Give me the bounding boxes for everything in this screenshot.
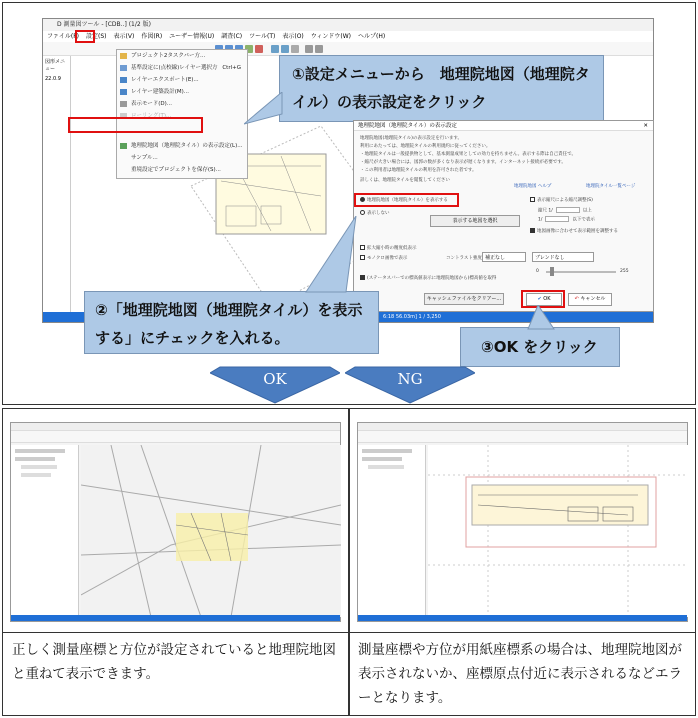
ok-map-canvas: [81, 445, 341, 617]
dropdown-item-gsi-map-settings[interactable]: 地理院地図（地理院タイル）の表示設定(L)...: [117, 140, 247, 152]
dialog-note: 詳しくは、地理院タイルを閲覧してください: [360, 178, 450, 183]
menu-user[interactable]: ユーザー情報(U): [169, 33, 215, 40]
callout-step1-text: ①設定メニューから 地理院地図（地理院タイル）の表示設定をクリック: [292, 65, 590, 111]
dropdown-item-layer-export[interactable]: レイヤーエクスポート(E)...: [117, 74, 247, 86]
scale-checkbox-box: [530, 197, 535, 202]
callout-step2: [84, 291, 379, 354]
contrast-select[interactable]: 補正なし: [482, 252, 526, 262]
show-map-checkbox-highlight: [354, 193, 459, 207]
side-panel: [43, 56, 71, 322]
menu-display[interactable]: 表示(O): [282, 33, 304, 40]
slider-max: 255: [620, 269, 629, 274]
dropdown-item-save-project[interactable]: 重境設定でプロジェクトを保存(S)...: [131, 167, 221, 173]
contrast-label: コントラスト強度: [446, 256, 482, 261]
menu-draw[interactable]: 作図(R): [141, 33, 163, 40]
ng-statusbar: [358, 615, 687, 621]
caption-divider: [2, 632, 696, 633]
ng-arrow-label: NG: [397, 370, 423, 388]
menu-settings[interactable]: 設定(S): [86, 33, 107, 40]
fit-range-checkbox[interactable]: 地図画像に合わせて表示範囲を調整する: [530, 228, 618, 234]
display-mode-icon: [120, 101, 127, 107]
dialog-intro-1: 地理院地図(地理院タイル)の表示設定を行います。: [360, 136, 463, 141]
dialog-intro-4: ・縮尺が大きい場合には、図郭の数が多くなり表示が遅くなります。インターネット接続が必要です。: [360, 160, 566, 165]
scale-min-label: 縮尺 1/ 以上: [538, 208, 592, 214]
elevation-checkbox[interactable]: (ステータスバーでの標高値表示に地理院地図から)標高値を取得: [360, 275, 496, 281]
show-map-radio[interactable]: 地理院地図（地理院タイル）を表示する: [360, 197, 448, 203]
ok-titlebar: [11, 423, 340, 431]
ok-button[interactable]: ✔ OK: [526, 293, 562, 306]
gsi-tile-list-link[interactable]: 地理院タイル一覧ページ: [586, 184, 636, 189]
hide-map-radio-dot: [360, 210, 365, 215]
close-icon[interactable]: ✕: [643, 123, 648, 129]
layer-design-icon: [120, 89, 127, 95]
measure-icon[interactable]: [255, 45, 263, 53]
dropdown-item-sample[interactable]: サンプル...: [131, 155, 158, 161]
slider-min: 0: [536, 269, 539, 274]
menu-file[interactable]: ファイル(F): [47, 33, 80, 40]
gsi-menu-item-highlight: [68, 117, 203, 133]
gsi-map-icon: [120, 143, 127, 149]
clear-cache-button[interactable]: キャッシュファイルをクリアー...: [424, 293, 504, 305]
menu-survey[interactable]: 調査(C): [221, 33, 243, 40]
layer-export-icon: [120, 77, 127, 83]
select-map-button[interactable]: 表示する地図を選択: [430, 215, 520, 227]
gsi-settings-dialog: [353, 120, 654, 312]
window-title: D 測量図ツール - [CDB..] (1/2 版): [43, 19, 653, 31]
menu-view[interactable]: 表示(V): [113, 33, 135, 40]
ng-map-canvas: [428, 445, 688, 617]
baseline-icon: [120, 65, 127, 71]
menu-bar: [43, 31, 653, 42]
ng-caption: 測量座標や方位が用紙座標系の場合は、地理院地図が表示されないか、座標原点付近に表示されるなどエラーとなります。: [358, 642, 682, 706]
dropdown-item-baseline[interactable]: 基準設定に(点校線)レイヤー選択方 Ctrl+G: [117, 62, 247, 74]
check-icon: ✔: [537, 296, 544, 302]
ok-result-screenshot: [10, 422, 341, 622]
side-panel-item[interactable]: 22.0.9: [45, 76, 61, 82]
table-icon[interactable]: [305, 45, 313, 53]
dropdown-item-display-mode[interactable]: 表示モード(D)...: [117, 98, 247, 110]
menu-window[interactable]: ウィンドウ(W): [310, 33, 352, 40]
zoom-precision-checkbox[interactable]: 拡大縮小時の精度低表示: [360, 245, 417, 251]
callout-step1-pointer: [244, 92, 284, 132]
menu-tools[interactable]: ツール(T): [249, 33, 276, 40]
blend-select[interactable]: ブレンドなし: [532, 252, 594, 262]
cancel-button[interactable]: ↶ キャンセル: [568, 293, 612, 306]
scale-max-label: 1/ 以下で表示: [538, 217, 595, 223]
blend-slider[interactable]: [546, 271, 616, 273]
ok-arrow-label: OK: [263, 370, 287, 388]
grid-icon[interactable]: [271, 45, 279, 53]
ok-caption: 正しく測量座標と方位が設定されていると地理院地図と重ねて表示できます。: [12, 642, 336, 682]
dropdown-item-rolling[interactable]: ローリング(T)...: [117, 110, 247, 122]
ok-tree-panel: [11, 445, 79, 615]
hide-map-radio[interactable]: 表示しない: [360, 210, 390, 216]
cancel-icon: ↶: [574, 296, 581, 302]
ng-result-screenshot: [357, 422, 688, 622]
ng-drawing: [472, 485, 648, 525]
settings-menu-highlight: [75, 30, 95, 43]
dialog-intro-2: 利用にあたっては、地理院タイルの利用規約に従ってください。: [360, 144, 491, 149]
callout-step3-text: ③OK をクリック: [481, 338, 598, 356]
side-panel-label: 図形メニュー: [45, 59, 66, 72]
callout-step1: [279, 55, 604, 122]
dialog-title: 地理院地図（地理院タイル）の表示設定 ✕: [354, 121, 653, 131]
callout-step3: [460, 327, 620, 367]
callout-step2-text: ②「地理院地図（地理院タイル）を表示する」にチェックを入れる。: [95, 301, 363, 347]
gsi-help-link[interactable]: 地理院地図 ヘルプ: [514, 184, 552, 189]
scale-checkbox[interactable]: 表示縮尺による縮尺調整(S): [530, 197, 593, 203]
dialog-intro-3: ・地理院タイルは一般提供物として、基本測量成果としての効力を持ちません。表示する際は自己責任で。: [360, 152, 576, 157]
layer-icon[interactable]: [281, 45, 289, 53]
dropdown-item-project[interactable]: プロジェクト2タスクバー方...: [117, 50, 247, 62]
ok-toolbar: [11, 431, 340, 443]
ng-titlebar: [358, 423, 687, 431]
ok-overlay-sheet: [176, 513, 248, 561]
ng-tree-panel: [358, 445, 426, 615]
monochrome-checkbox[interactable]: モノクロ画像で表示: [360, 255, 407, 261]
callout-step2-pointer: [300, 216, 370, 294]
print-icon[interactable]: [291, 45, 299, 53]
project-icon: [120, 53, 127, 59]
dialog-intro-5: ・この利用者は地理院タイルの利用を許可された者です。: [360, 168, 477, 173]
dropdown-item-layer-design[interactable]: レイヤー建築設計(M)...: [117, 86, 247, 98]
blend-slider-thumb[interactable]: [550, 267, 554, 276]
fit-range-checkbox-box: [530, 228, 535, 233]
settings-dropdown: [116, 49, 248, 179]
ok-statusbar: [11, 615, 340, 621]
ruler-icon[interactable]: [315, 45, 323, 53]
callout-step3-pointer: [520, 305, 560, 331]
menu-help[interactable]: ヘルプ(H): [358, 33, 386, 40]
status-bar: 6:18 56.03m] 1 / 3,250: [43, 312, 653, 322]
ng-toolbar: [358, 431, 687, 443]
